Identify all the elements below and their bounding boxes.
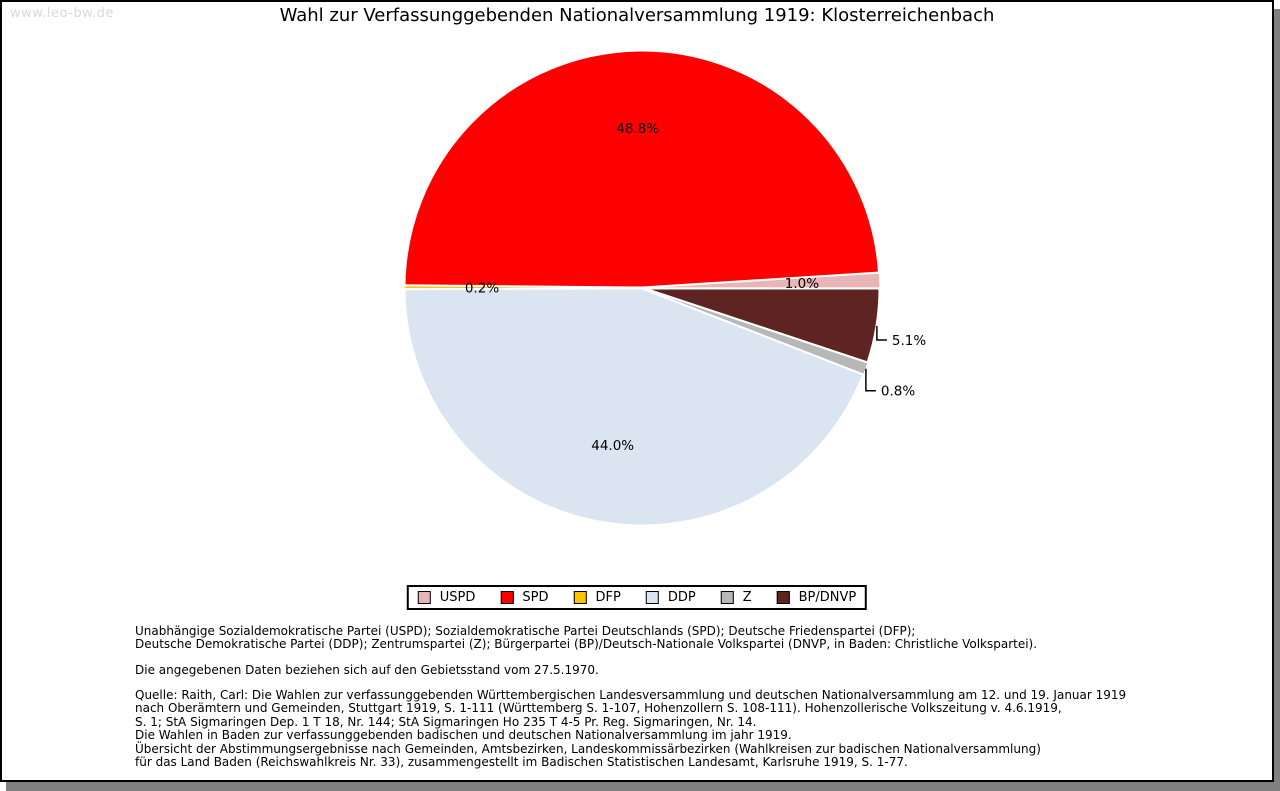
legend-label-Z: Z [742, 590, 752, 605]
footnote-line: nach Oberämtern und Gemeinden, Stuttgart 1919, S. 1-111 (Württemberg S. 1-107, Hohenzollern S. 108-111). Hohenzollerische Volkszeitung v. 4.6.1919, [135, 701, 1062, 716]
leader-line-Z [866, 369, 876, 391]
data-note: Die angegebenen Daten beziehen sich auf den Gebietsstand vom 27.5.1970. [135, 663, 599, 677]
slice-label-BP/DNVP: 5.1% [891, 332, 927, 349]
legend-label-DDP: DDP [667, 590, 696, 605]
footnote-line: Quelle: Raith, Carl: Die Wahlen zur verfassunggebenden Württembergischen Landesversammlung und deutschen Nationalversammlung am 12. und 19. Januar 1919 [135, 688, 1127, 702]
legend-item-Z [721, 590, 752, 605]
legend-label-USPD: USPD [439, 590, 476, 605]
footnote-line: S. 1; StA Sigmaringen Dep. 1 T 18, Nr. 144; StA Sigmaringen Ho 235 T 4-5 Pr. Reg. Sigmaringen, Nr. 14. [135, 714, 757, 729]
legend-item-BP/DNVP [777, 590, 857, 605]
slice-label-DFP: 0.2% [464, 280, 500, 297]
legend-label-BP/DNVP: BP/DNVP [798, 590, 857, 605]
slice-label-DDP: 44.0% [591, 438, 635, 455]
footnote-line: für das Land Baden (Reichswahlkreis Nr. 33), zusammengestellt im Badischen Statistischen Landesamt, Karlsruhe 1919, S. 1-77. [135, 755, 908, 770]
legend-swatch-DFP [574, 591, 587, 604]
party-abbreviations [135, 625, 1037, 652]
legend-label-SPD: SPD [522, 590, 549, 605]
legend-label-DFP: DFP [595, 590, 621, 605]
legend-swatch-SPD [500, 591, 513, 604]
legend-item-SPD [500, 590, 548, 605]
footnote-line: Unabhängige Sozialdemokratische Partei (USPD); Sozialdemokratische Partei Deutschlands (SPD); Deutsche Friedenspartei (DFP); [135, 624, 916, 638]
watermark: www.leo-bw.de [10, 6, 114, 21]
slice-label-Z: 0.8% [880, 383, 916, 400]
footnote-line: Übersicht der Abstimmungsergebnisse nach Gemeinden, Amtsbezirken, Landeskommissärbezirken (Wahlkreisen zur badischen Nationalversammlung) [135, 741, 1041, 756]
legend-swatch-USPD [418, 591, 431, 604]
legend-item-DDP [646, 590, 696, 605]
legend [407, 585, 867, 610]
slice-label-USPD: 1.0% [784, 275, 820, 292]
legend-item-USPD [418, 590, 476, 605]
source-citation [135, 689, 1126, 769]
leader-line-BP/DNVP [877, 326, 887, 340]
legend-swatch-DDP [646, 591, 659, 604]
footnote-line: Die Wahlen in Baden zur verfassunggebenden badischen und deutschen Nationalversammlung im jahr 1919. [135, 728, 792, 743]
chart-title: Wahl zur Verfassunggebenden Nationalversammlung 1919: Klosterreichenbach [279, 5, 995, 26]
pie-slice-SPD [404, 50, 880, 288]
legend-item-DFP [574, 590, 621, 605]
footnote-line: Deutsche Demokratische Partei (DDP); Zentrumspartei (Z); Bürgerpartei (BP)/Deutsch-Nationale Volkspartei (DNVP, in Baden: Christliche Volkspartei). [135, 637, 1038, 652]
legend-swatch-Z [721, 591, 734, 604]
slice-label-SPD: 48.8% [616, 120, 660, 137]
legend-swatch-BP/DNVP [777, 591, 790, 604]
